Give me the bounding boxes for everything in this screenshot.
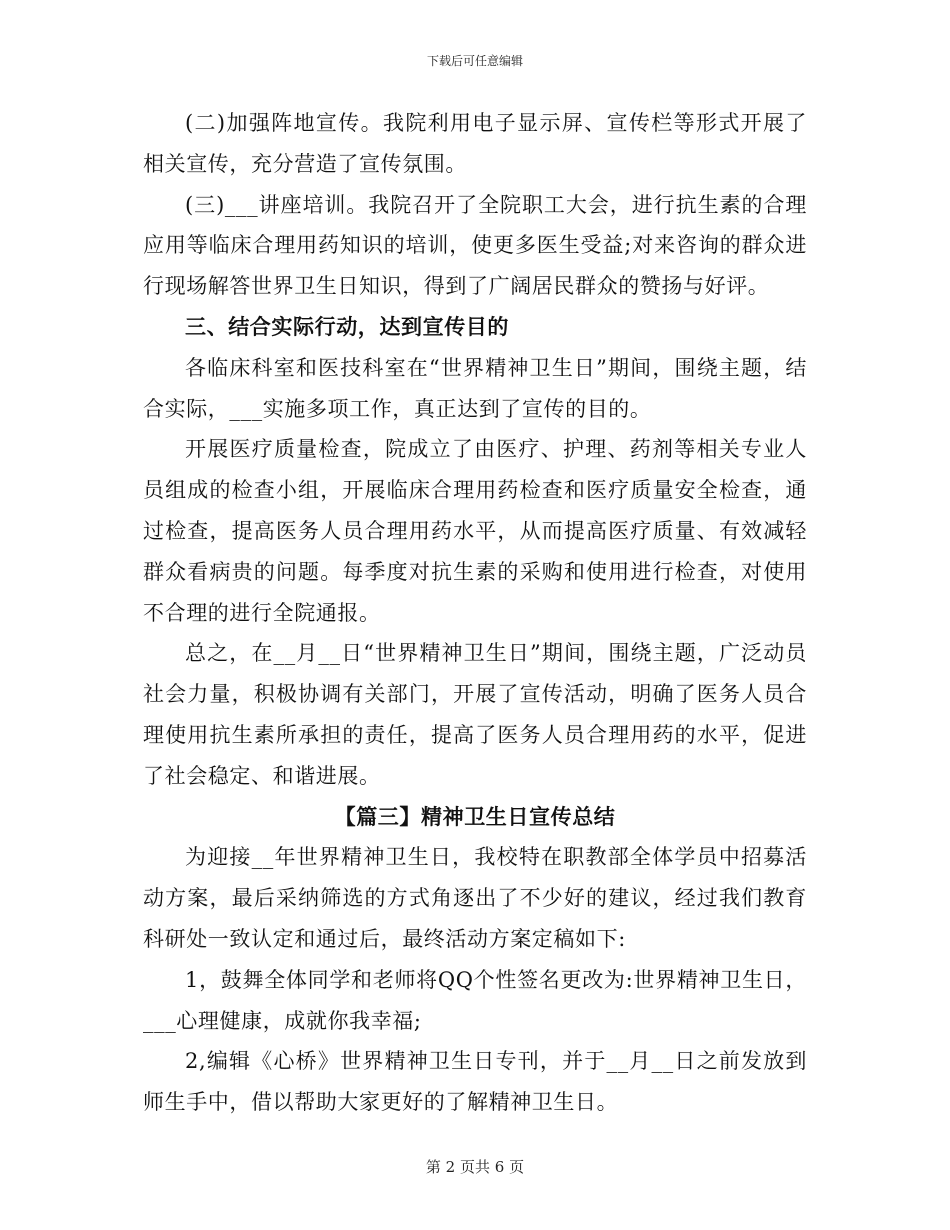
paragraph-publicity-position: (二)加强阵地宣传。我院利用电子显示屏、宣传栏等形式开展了相关宣传，充分营造了宣传氛围。: [143, 111, 807, 176]
chapter-heading-part-three: 【篇三】精神卫生日宣传总结: [334, 803, 616, 829]
paragraph-item-one: 1，鼓舞全体同学和老师将QQ个性签名更改为:世界精神卫生日，___心理健康，成就你我幸福;: [143, 967, 807, 1033]
paragraph-welcome-day: 为迎接__年世界精神卫生日，我校特在职教部全体学员中招募活动方案，最后采纳筛选的方式角逐出了不少好的建议，经过我们教育科研处一致认定和通过后，最终活动方案定稿如下:: [143, 845, 807, 951]
page-number: 第 2 页共 6 页: [425, 1158, 525, 1176]
paragraph-quality-inspection: 开展医疗质量检查，院成立了由医疗、护理、药剂等相关专业人员组成的检查小组，开展临床合理用药检查和医疗质量安全检查，通过检查，提高医务人员合理用药水平，从而提高医疗质量、有效减轻群众看病贵的问题。每季度对抗生素的采购和使用进行检查，对使用不合理的进行全院通报。: [143, 437, 807, 625]
paragraph-departments-action: 各临床科室和医技科室在“世界精神卫生日”期间，围绕主题，结合实际，___实施多项工作，真正达到了宣传的目的。: [143, 355, 807, 421]
paragraph-item-two: 2,编辑《心桥》世界精神卫生日专刊，并于__月__日之前发放到师生手中，借以帮助大家更好的了解精神卫生日。: [143, 1049, 807, 1115]
section-heading-three: 三、结合实际行动，达到宣传目的: [185, 313, 509, 339]
paragraph-conclusion: 总之，在__月__日“世界精神卫生日”期间，围绕主题，广泛动员社会力量，积极协调有关部门，开展了宣传活动，明确了医务人员合理使用抗生素所承担的责任，提高了医务人员合理用药的水平，促进了社会稳定、和谐进展。: [143, 641, 807, 788]
document-body: [143, 103, 807, 1123]
page-header: 下载后可任意编辑: [426, 54, 523, 68]
paragraph-lecture-training: (三)___讲座培训。我院召开了全院职工大会，进行抗生素的合理应用等临床合理用药知识的培训，使更多医生受益;对来咨询的群众进行现场解答世界卫生日知识，得到了广阔居民群众的赞扬与好评。: [143, 192, 807, 299]
